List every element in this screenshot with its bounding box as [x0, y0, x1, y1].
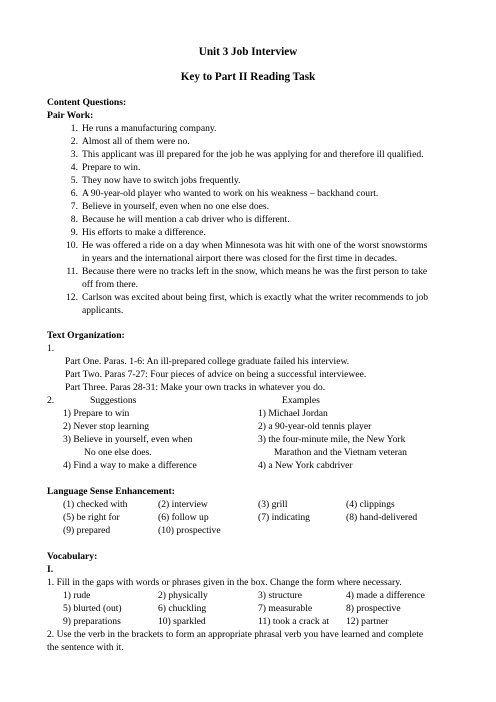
exercise-instruction: 1. Fill in the gaps with words or phrases given in the box. Change the form where necessary.	[47, 577, 402, 588]
answer-cell: (9) prepared	[63, 525, 111, 536]
answer-cell: 8) prospective	[346, 603, 401, 614]
list-item: 12. Carlson was excited about being first, which is exactly what the writer recommends to job	[66, 292, 429, 303]
answer-cell: (5) be right for	[63, 512, 120, 523]
answer-cell: (6) follow up	[158, 512, 209, 523]
list-item: 11. Because there were no tracks left in the snow, which means he was the first person to take	[66, 266, 428, 277]
answer-cell: (2) interview	[158, 499, 208, 510]
list-item: 5. They now have to switch jobs frequently.	[70, 175, 241, 186]
suggestion-cell: 3) Believe in yourself, even when	[63, 434, 193, 445]
list-item: 4. Prepare to win.	[70, 162, 141, 173]
example-cell: 4) a New York cabdriver	[258, 460, 353, 471]
answer-cell: (1) checked with	[63, 499, 128, 510]
answer-cell: 1) rude	[63, 590, 91, 601]
list-item: 6. A 90-year-old player who wanted to work on his weakness – backhand court.	[70, 188, 379, 199]
answer-cell: 4) made a difference	[346, 590, 425, 601]
part-summary: Part Three. Paras 28-31: Make your own tracks in whatever you do.	[65, 382, 326, 393]
answer-cell: (10) prospective	[158, 525, 221, 536]
list-item-continuation: in years and the international airport there was closed for the first time in decades.	[82, 253, 398, 264]
answer-cell: 11) took a crack at	[258, 616, 330, 627]
answer-cell: 5) blurted (out)	[63, 603, 122, 614]
text-organization-heading: Text Organization:	[47, 330, 125, 341]
suggestion-cell: 4) Find a way to make a difference	[63, 460, 197, 471]
part-summary: Part One. Paras. 1-6: An ill-prepared college graduate failed his interview.	[65, 356, 350, 367]
answer-cell: (4) clippings	[346, 499, 395, 510]
list-item: 1. He runs a manufacturing company.	[70, 123, 217, 134]
answer-cell: (8) hand-delivered	[346, 512, 418, 523]
answer-cell: 6) chuckling	[158, 603, 207, 614]
vocabulary-heading: Vocabulary:	[47, 551, 98, 562]
examples-column-header: Examples	[282, 395, 320, 406]
language-sense-heading: Language Sense Enhancement:	[47, 486, 175, 497]
list-item: 10. He was offered a ride on a day when Minnesota was hit with one of the worst snowstorms	[66, 240, 428, 251]
list-item-continuation: applicants.	[82, 305, 124, 316]
page-subtitle: Key to Part II Reading Task	[180, 71, 316, 83]
answer-cell: 9) preparations	[63, 616, 121, 627]
list-item: 2. Almost all of them were no.	[70, 136, 190, 147]
exercise-instruction-continuation: the sentence with it.	[47, 642, 124, 653]
suggestions-column-header: Suggestions	[90, 395, 137, 406]
list-item: 9. His efforts to make a difference.	[70, 227, 206, 238]
page-title: Unit 3 Job Interview	[198, 46, 298, 58]
list-item-continuation: off from there.	[82, 279, 139, 290]
section-roman-numeral: I.	[47, 564, 54, 575]
answer-cell: 12) partner	[346, 616, 389, 627]
answer-cell: (7) indicating	[258, 512, 310, 523]
question-number: 2.	[47, 395, 55, 406]
part-summary: Part Two. Paras 7-27: Four pieces of advice on being a successful interviewee.	[65, 369, 367, 380]
list-item: 8. Because he will mention a cab driver who is different.	[70, 214, 290, 225]
suggestion-cell: 2) Never stop learning	[63, 421, 150, 432]
answer-cell: 10) sparkled	[158, 616, 206, 627]
example-cell: Marathon and the Vietnam veteran	[274, 447, 407, 458]
example-cell: 1) Michael Jordan	[258, 408, 328, 419]
example-cell: 3) the four-minute mile, the New York	[258, 434, 406, 445]
suggestion-cell: 1) Prepare to win	[63, 408, 130, 419]
answer-cell: 7) measurable	[258, 603, 313, 614]
answer-cell: 3) structure	[258, 590, 302, 601]
content-questions-heading: Content Questions:	[47, 97, 127, 108]
question-number: 1.	[47, 343, 55, 354]
answer-cell: 2) physically	[158, 590, 208, 601]
pair-work-heading: Pair Work:	[47, 110, 94, 121]
list-item: 7. Believe in yourself, even when no one else does.	[70, 201, 270, 212]
exercise-instruction: 2. Use the verb in the brackets to form an appropriate phrasal verb you have learned and complete	[47, 629, 424, 640]
example-cell: 2) a 90-year-old tennis player	[258, 421, 372, 432]
suggestion-cell: No one else does.	[84, 447, 152, 458]
list-item: 3. This applicant was ill prepared for the job he was applying for and therefore ill qualified.	[70, 149, 424, 160]
answer-cell: (3) grill	[258, 499, 288, 510]
